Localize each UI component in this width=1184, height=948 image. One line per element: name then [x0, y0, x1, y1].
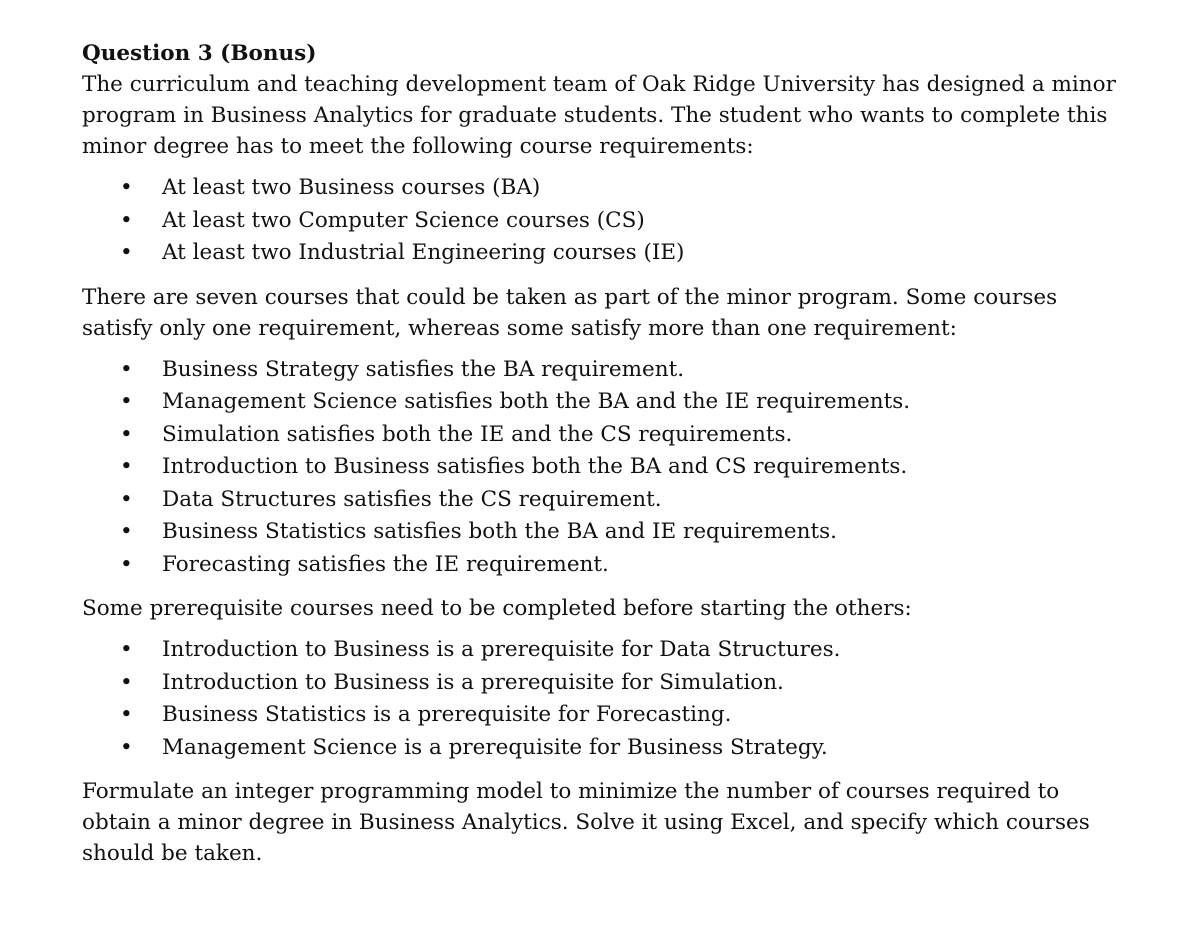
- list-item: • Data Structures satisfies the CS requirement.: [82, 484, 1122, 517]
- list-item: • Business Strategy satisfies the BA requirement.: [82, 354, 1122, 387]
- requirements-list: [82, 172, 1122, 270]
- intro-paragraph: The curriculum and teaching development team of Oak Ridge University has designed a minor program in Business Analytics for graduate students. The student who wants to complete this minor degree has to meet the following course requirements:: [82, 72, 1116, 159]
- list-item: • Introduction to Business is a prerequisite for Data Structures.: [82, 634, 1122, 667]
- prerequisites-list: [82, 634, 1122, 764]
- list-item: • Management Science is a prerequisite for Business Strategy.: [82, 732, 1122, 765]
- list-item: • At least two Business courses (BA): [82, 172, 1122, 205]
- list-item: • Business Statistics is a prerequisite for Forecasting.: [82, 699, 1122, 732]
- list-item: • At least two Computer Science courses (CS): [82, 205, 1122, 238]
- task-paragraph: Formulate an integer programming model to minimize the number of courses required to obtain a minor degree in Business Analytics. Solve it using Excel, and specify which courses should be taken.: [82, 779, 1090, 866]
- courses-list: [82, 354, 1122, 582]
- list-item: • Business Statistics satisfies both the BA and IE requirements.: [82, 516, 1122, 549]
- question-title: Question 3 (Bonus): [82, 41, 317, 66]
- list-item: • Introduction to Business is a prerequisite for Simulation.: [82, 667, 1122, 700]
- list-item: • At least two Industrial Engineering courses (IE): [82, 237, 1122, 270]
- prereq-intro-paragraph: Some prerequisite courses need to be completed before starting the others:: [82, 596, 912, 621]
- courses-intro-paragraph: There are seven courses that could be taken as part of the minor program. Some courses satisfy only one requirement, whereas some satisfy more than one requirement:: [82, 284, 1058, 341]
- list-item: • Simulation satisfies both the IE and the CS requirements.: [82, 419, 1122, 452]
- document: [82, 38, 1122, 869]
- list-item: • Introduction to Business satisfies both the BA and CS requirements.: [82, 451, 1122, 484]
- list-item: • Forecasting satisfies the IE requirement.: [82, 549, 1122, 582]
- list-item: • Management Science satisfies both the BA and the IE requirements.: [82, 386, 1122, 419]
